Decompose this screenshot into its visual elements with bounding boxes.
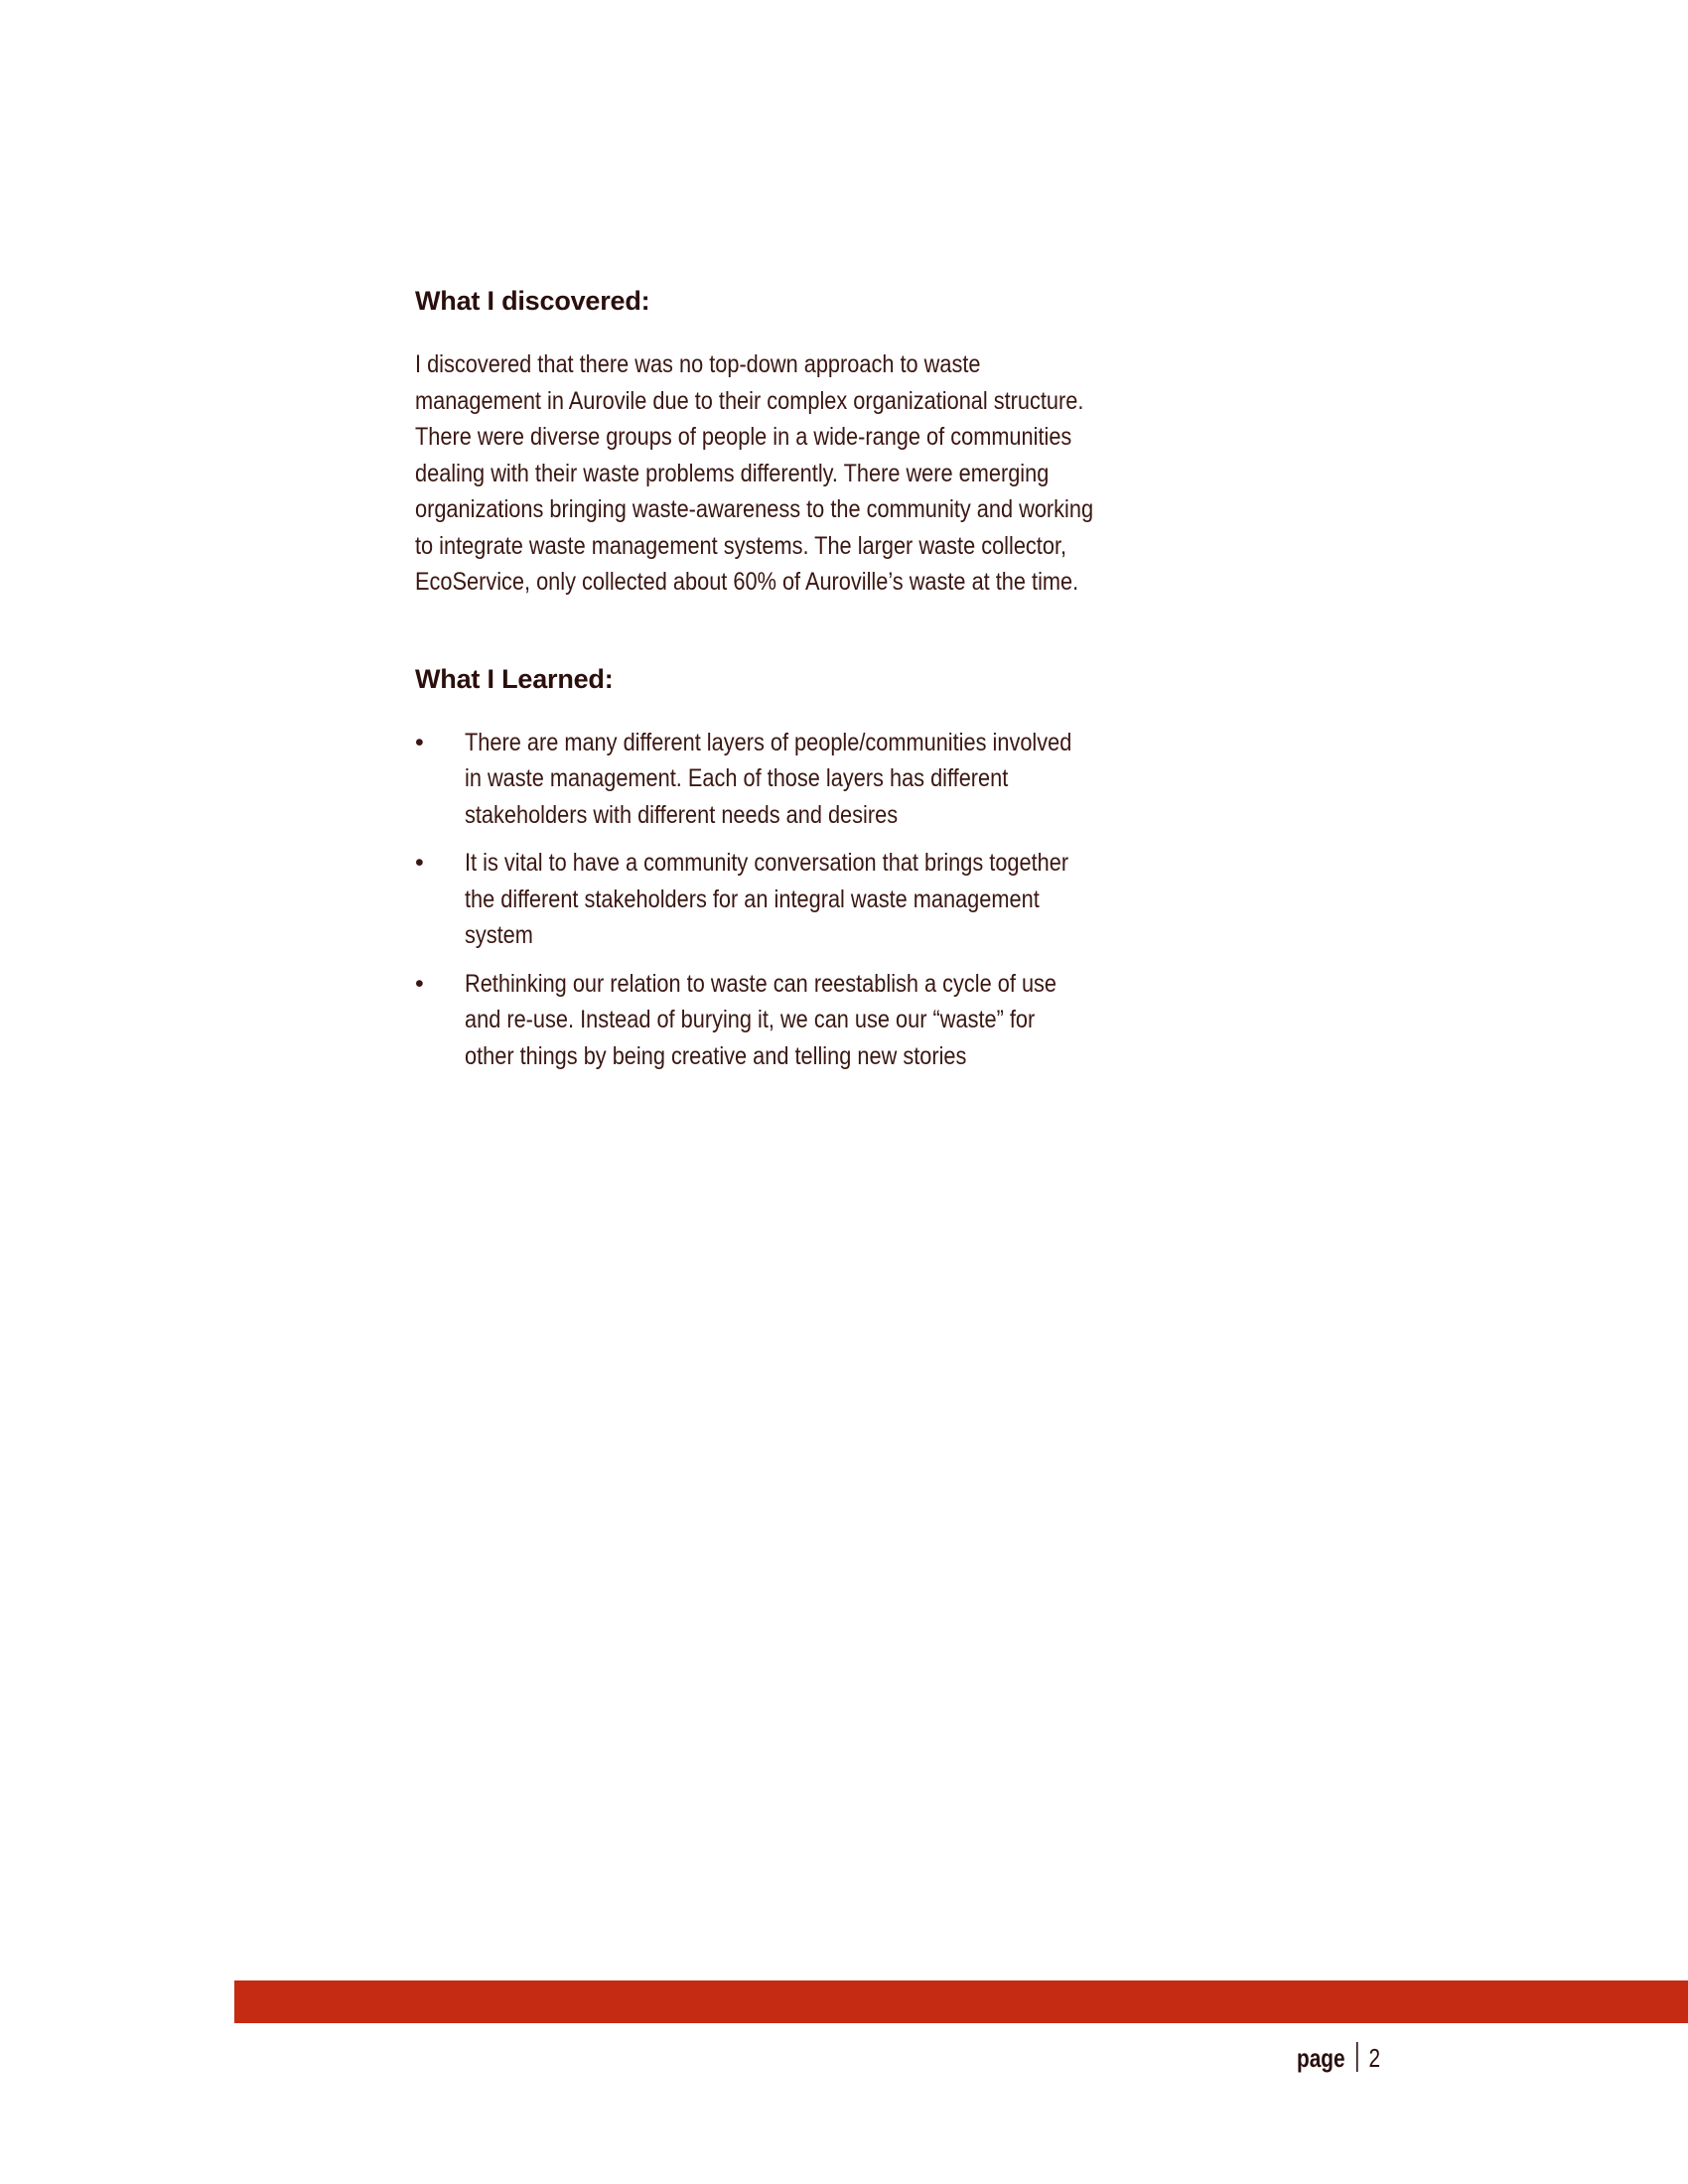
section-heading-learned: What I Learned: — [415, 663, 614, 694]
section-heading-discovered: What I discovered: — [415, 286, 650, 316]
page-number: 2 — [1368, 2043, 1381, 2073]
bullet-icon: • — [415, 849, 424, 877]
bullet-text: It is vital to have a community conversation that brings together the different stakeholders for an integral waste management system — [465, 849, 1069, 949]
footer-accent-bar — [234, 1980, 1688, 2023]
bullet-text: There are many different layers of people/communities involved in waste management. Each of those layers has different stakeholders with different needs and desires — [465, 728, 1072, 829]
page-separator — [1356, 2042, 1358, 2072]
discovered-paragraph: I discovered that there was no top-down approach to waste management in Aurovile due to their complex organizational structure. There were diverse groups of people in a wide-range of communities dealing with their waste problems differently. There were emerging organizations bringing waste-awareness to the community and working to integrate waste management systems. The larger waste collector, EcoService, only collected about 60% of Auroville’s waste at the time. — [415, 350, 1094, 596]
list-item — [415, 845, 1110, 954]
bullet-text: Rethinking our relation to waste can reestablish a cycle of use and re-use. Instead of burying it, we can use our “waste” for other things by being creative and telling new stories — [465, 969, 1057, 1070]
main-content — [415, 286, 1110, 1086]
list-item — [415, 966, 1110, 1075]
bullet-icon: • — [415, 728, 424, 756]
list-item — [415, 725, 1110, 834]
page-number-label — [1297, 2042, 1380, 2074]
page-word: page — [1297, 2043, 1345, 2073]
learned-bullet-list — [415, 725, 1110, 1075]
bullet-icon: • — [415, 969, 424, 998]
